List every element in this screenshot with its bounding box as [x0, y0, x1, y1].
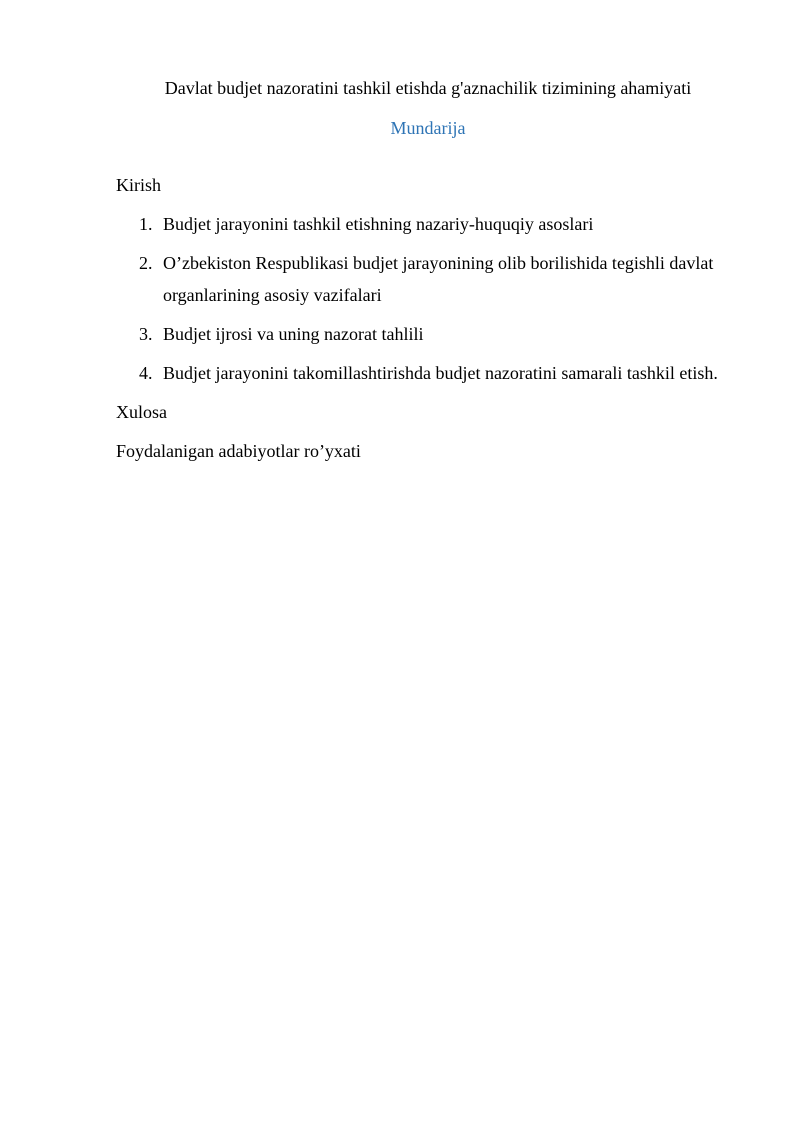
toc-item-text: Budjet ijrosi va uning nazorat tahlili [163, 324, 424, 344]
toc-entry-conclusion: Xulosa [116, 402, 167, 422]
document-title: Davlat budjet nazoratini tashkil etishda g'aznachilik tizimining ahamiyati [164, 78, 692, 98]
toc-item-text: O’zbekiston Respublikasi budjet jarayonining olib borilishida tegishli davlat [163, 253, 714, 273]
toc-entry-references: Foydalanigan adabiyotlar ro’yxati [116, 441, 361, 461]
toc-item-number: 3. [139, 324, 153, 344]
toc-item-number: 1. [139, 214, 153, 234]
toc-item-text-continued: organlarining asosiy vazifalari [163, 285, 382, 305]
toc-item-number: 4. [139, 363, 153, 383]
toc-item-text: Budjet jarayonini takomillashtirishda budjet nazoratini samarali tashkil etish. [163, 363, 718, 383]
toc-item-text: Budjet jarayonini tashkil etishning nazariy-huquqiy asoslari [163, 214, 594, 234]
toc-heading: Mundarija [390, 118, 466, 138]
toc-item-number: 2. [139, 253, 153, 273]
toc-entry-intro: Kirish [116, 175, 161, 195]
